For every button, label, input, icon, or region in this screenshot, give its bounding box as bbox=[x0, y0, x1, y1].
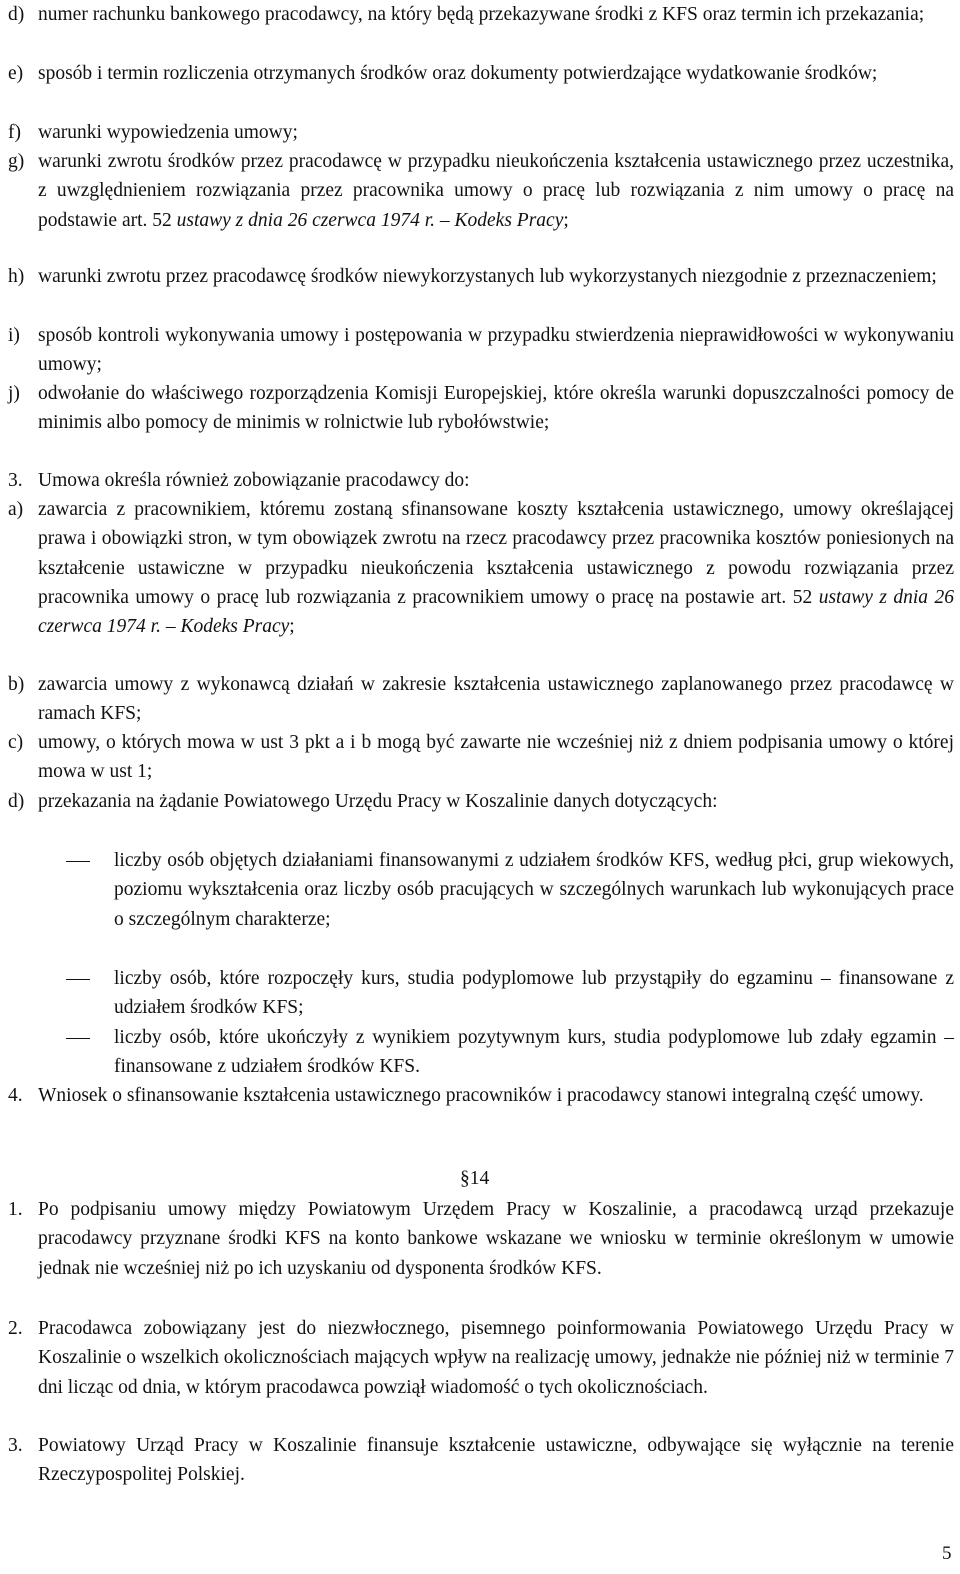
item-marker: g) bbox=[8, 151, 25, 172]
item-text bbox=[38, 495, 954, 641]
point-text: Po podpisaniu umowy między Powiatowym Urzędem Pracy w Koszalinie, a pracodawcą urząd przekazuje pracodawcy przyznane środki KFS na konto bankowe wskazane we wniosku w terminie określonym w umowie jednak nie wcześniej niż po ich uzyskaniu od dysponenta środków KFS. bbox=[38, 1199, 954, 1279]
item-marker: a) bbox=[8, 499, 24, 520]
dash-marker bbox=[66, 861, 90, 862]
dash-item bbox=[66, 964, 954, 1023]
point-number: 1. bbox=[8, 1199, 23, 1220]
statute-citation: ustawy z dnia 26 czerwca 1974 r. – Kodeks Pracy bbox=[176, 209, 564, 231]
dash-item-text: liczby osób, które rozpoczęły kurs, studia podyplomowe lub przystąpiły do egzaminu – finansowane z udziałem środków KFS; bbox=[114, 968, 954, 1019]
point-text: Powiatowy Urząd Pracy w Koszalinie finansuje kształcenie ustawiczne, odbywające się wyłącznie na terenie Rzeczypospolitej Polskiej. bbox=[38, 1435, 954, 1486]
item-text: numer rachunku bankowego pracodawcy, na który będą przekazywane środki z KFS oraz termin ich przekazania; bbox=[38, 4, 925, 25]
item-text-end: ; bbox=[563, 209, 569, 231]
item-text: odwołanie do właściwego rozporządzenia Komisji Europejskiej, które określa warunki dopuszczalności pomocy de minimis albo pomocy de minimis w rolnictwie lub rybołówstwie; bbox=[38, 383, 954, 434]
list-item-j bbox=[8, 379, 954, 438]
dash-item-text: liczby osób, które ukończyły z wynikiem pozytywnym kurs, studia podyplomowe lub zdały egzamin – finansowane z udziałem środków KFS. bbox=[114, 1027, 954, 1078]
item-text: umowy, o których mowa w ust 3 pkt a i b mogą być zawarte nie wcześniej niż z dniem podpisania umowy o której mowa w ust 1; bbox=[38, 732, 954, 783]
item-text: sposób i termin rozliczenia otrzymanych środków oraz dokumenty potwierdzające wydatkowanie środków; bbox=[38, 63, 878, 84]
item-marker: d) bbox=[8, 4, 25, 25]
dash-marker bbox=[66, 979, 90, 980]
item-text-end: ; bbox=[289, 616, 295, 638]
item-text: przekazania na żądanie Powiatowego Urzędu Pracy w Koszalinie danych dotyczących: bbox=[38, 791, 718, 812]
list-item-h bbox=[8, 262, 954, 291]
point-text: Pracodawca zobowiązany jest do niezwłocznego, pisemnego poinformowania Powiatowego Urzędu Pracy w Koszalinie o wszelkich okolicznościach mających wpływ na realizację umowy, jednakże nie później niż w terminie 7 dni licząc od dnia, w którym pracodawca powziął wiadomość o tych okolicznościach. bbox=[38, 1318, 954, 1398]
item-text: warunki zwrotu przez pracodawcę środków niewykorzystanych lub wykorzystanych niezgodnie z przeznaczeniem; bbox=[38, 266, 937, 287]
item-marker: i) bbox=[8, 325, 20, 346]
item-marker: h) bbox=[8, 266, 25, 287]
list-item-i bbox=[8, 321, 954, 380]
item-marker: f) bbox=[8, 122, 21, 143]
section-point-3 bbox=[8, 1431, 954, 1490]
list-item-d bbox=[8, 0, 954, 29]
item-marker: e) bbox=[8, 63, 24, 84]
numbered-point-3 bbox=[8, 466, 954, 495]
dash-item bbox=[66, 846, 954, 934]
list-item-e bbox=[8, 59, 954, 88]
section-point-2 bbox=[8, 1314, 954, 1402]
list-item-f bbox=[8, 118, 954, 147]
page-number: 5 bbox=[942, 1543, 952, 1564]
item-marker: c) bbox=[8, 732, 24, 753]
item-marker: d) bbox=[8, 791, 25, 812]
list-item-g bbox=[8, 147, 954, 235]
point-number: 3. bbox=[8, 470, 23, 491]
point-number: 2. bbox=[8, 1318, 23, 1339]
item-text-plain: zawarcia z pracownikiem, któremu zostaną sfinansowane koszty kształcenia ustawicznego, umowy określającej prawa i obowiązki stron, w tym obowiązek zwrotu na rzecz pracodawcy przez pracownika kosztów poniesionych na kształcenie ustawiczne w przypadku nieukończenia kształcenia ustawicznego z powodu rozwiązania przez pracownika umowy o pracę lub rozwiązania z pracownikiem umowy o pracę na postawie art. 52 bbox=[38, 499, 954, 608]
section-point-1 bbox=[8, 1195, 954, 1283]
point-text: Wniosek o sfinansowanie kształcenia ustawicznego pracowników i pracodawcy stanowi integralną część umowy. bbox=[38, 1085, 924, 1106]
dash-marker bbox=[66, 1038, 90, 1039]
list-item-d2 bbox=[8, 787, 954, 816]
list-item-a bbox=[8, 495, 954, 641]
statute-citation: ustawy z dnia 26 czerwca 1974 r. – Kodeks Pracy bbox=[38, 586, 954, 638]
item-marker: b) bbox=[8, 674, 25, 695]
item-text bbox=[38, 147, 954, 235]
list-item-b bbox=[8, 670, 954, 729]
list-item-c bbox=[8, 728, 954, 787]
dash-item-text: liczby osób objętych działaniami finansowanymi z udziałem środków KFS, według płci, grup wiekowych, poziomu wykształcenia oraz liczby osób pracujących w szczególnych warunkach lub wykonujących prace o szczególnym charakterze; bbox=[114, 850, 954, 930]
item-text: sposób kontroli wykonywania umowy i postępowania w przypadku stwierdzenia nieprawidłowości w wykonywaniu umowy; bbox=[38, 325, 954, 376]
item-text: zawarcia umowy z wykonawcą działań w zakresie kształcenia ustawicznego zaplanowanego przez pracodawcę w ramach KFS; bbox=[38, 674, 954, 725]
point-number: 3. bbox=[8, 1435, 23, 1456]
item-text: warunki wypowiedzenia umowy; bbox=[38, 122, 298, 143]
item-text-plain: warunki zwrotu środków przez pracodawcę w przypadku nieukończenia kształcenia ustawicznego przez uczestnika, z uwzględnieniem rozwiązania przez pracownika umowy o pracę lub rozwiązania z nim umowy o pracę na podstawie art. 52 bbox=[38, 151, 954, 231]
point-number: 4. bbox=[8, 1085, 23, 1106]
numbered-point-4 bbox=[8, 1081, 954, 1110]
section-heading: §14 bbox=[460, 1168, 490, 1189]
item-marker: j) bbox=[8, 383, 20, 404]
dash-item bbox=[66, 1023, 954, 1082]
point-text: Umowa określa również zobowiązanie pracodawcy do: bbox=[38, 470, 470, 491]
